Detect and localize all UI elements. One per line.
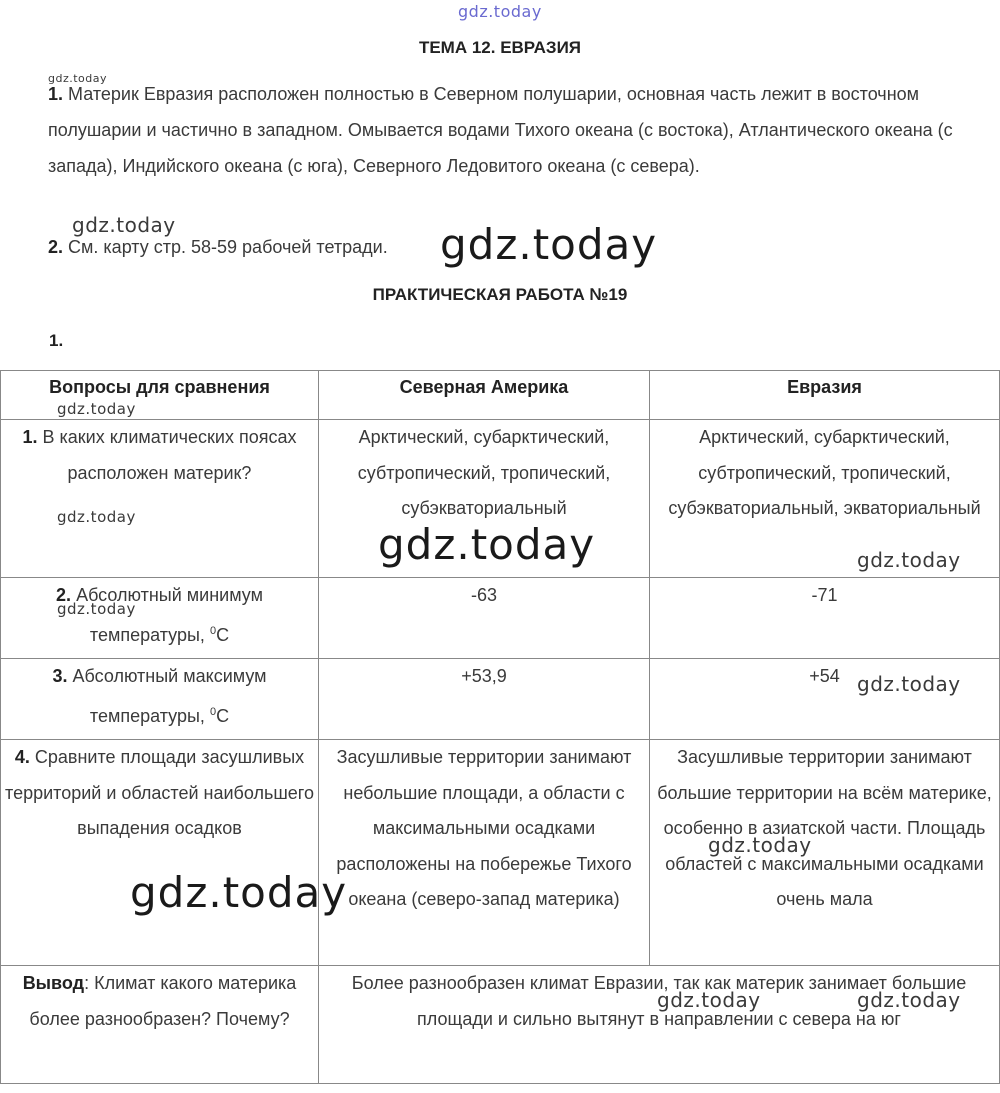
header-eurasia: Евразия — [650, 371, 1000, 420]
question-number: 1. — [22, 427, 38, 447]
table-header-row — [1, 371, 1000, 420]
degree-superscript: 0 — [209, 705, 217, 718]
degree-superscript: 0 — [209, 624, 217, 637]
question-number: 4. — [14, 747, 30, 767]
north-america-cell: -63 — [319, 578, 650, 659]
conclusion-label: Вывод — [22, 973, 85, 993]
watermark-medium: gdz.today — [857, 672, 961, 696]
eurasia-cell: Арктический, субарктический, субтропический, тропический, субэкваториальный, экваториальный — [650, 420, 1000, 578]
watermark-large: gdz.today — [130, 868, 348, 917]
watermark-small: gdz.today — [57, 400, 136, 418]
conclusion-question-cell — [1, 966, 319, 1084]
question-text: Абсолютный минимум температуры, — [76, 585, 263, 645]
table-row — [1, 659, 1000, 740]
question-cell — [1, 578, 319, 659]
north-america-cell: Засушливые территории занимают небольшие площади, а области с максимальными осадками расположены на побережье Тихого океана (северо-запад материка) — [319, 740, 650, 966]
question-text: Сравните площади засушливых территорий и областей наибольшего выпадения осадков — [5, 747, 314, 838]
eurasia-cell: -71 — [650, 578, 1000, 659]
watermark-medium: gdz.today — [72, 213, 176, 237]
answer-1-number: 1. — [48, 84, 64, 104]
north-america-cell: Арктический, субарктический, субтропический, тропический, субэкваториальный — [319, 420, 650, 578]
comparison-table — [0, 370, 1000, 1084]
watermark-large: gdz.today — [378, 520, 596, 569]
question-number: 3. — [52, 666, 68, 686]
conclusion-answer: Более разнообразен климат Евразии, так как материк занимает большие площади и сильно вытянут в направлении с севера на юг — [319, 966, 1000, 1084]
eurasia-cell: Засушливые территории занимают большие территории на всём материке, особенно в азиатской части. Площадь областей с максимальными осадками очень мала — [650, 740, 1000, 966]
watermark-small: gdz.today — [48, 72, 108, 85]
watermark-small: gdz.today — [57, 600, 136, 618]
watermark-medium: gdz.today — [857, 988, 961, 1012]
question-text: Абсолютный максимум температуры, — [72, 666, 267, 726]
watermark-small: gdz.today — [57, 508, 136, 526]
answer-1 — [48, 76, 968, 184]
watermark-medium: gdz.today — [708, 833, 812, 857]
watermark-medium: gdz.today — [657, 988, 761, 1012]
header-north-america: Северная Америка — [319, 371, 650, 420]
question-cell — [1, 420, 319, 578]
watermark-top: gdz.today — [458, 2, 542, 21]
page-title: ТЕМА 12. ЕВРАЗИЯ — [418, 38, 582, 57]
table-row — [1, 740, 1000, 966]
answer-2 — [48, 229, 468, 265]
unit-text: C — [216, 624, 230, 645]
task-number: 1. — [49, 331, 64, 350]
watermark-large: gdz.today — [440, 220, 658, 269]
conclusion-question: : Климат какого материка более разнообразен? Почему? — [29, 973, 297, 1029]
eurasia-cell: +54 — [650, 659, 1000, 740]
header-questions: Вопросы для сравнения — [1, 371, 319, 420]
practical-title: ПРАКТИЧЕСКАЯ РАБОТА №19 — [372, 285, 628, 304]
north-america-cell: +53,9 — [319, 659, 650, 740]
question-number: 2. — [56, 585, 72, 605]
answer-2-number: 2. — [48, 237, 64, 257]
watermark-medium: gdz.today — [857, 548, 961, 572]
question-text: В каких климатических поясах расположен материк? — [42, 427, 297, 483]
answer-1-text: Материк Евразия расположен полностью в Северном полушарии, основная часть лежит в восточном полушарии и частично в западном. Омывается водами Тихого океана (с востока), Атлантического океана (с запада), Индийского океана (с юга), Северного Ледовитого океана (с севера). — [48, 84, 953, 176]
question-cell — [1, 740, 319, 966]
table-row — [1, 578, 1000, 659]
answer-2-text: См. карту стр. 58-59 рабочей тетради. — [68, 237, 388, 257]
question-cell — [1, 659, 319, 740]
unit-text: C — [216, 705, 230, 726]
conclusion-row — [1, 966, 1000, 1084]
